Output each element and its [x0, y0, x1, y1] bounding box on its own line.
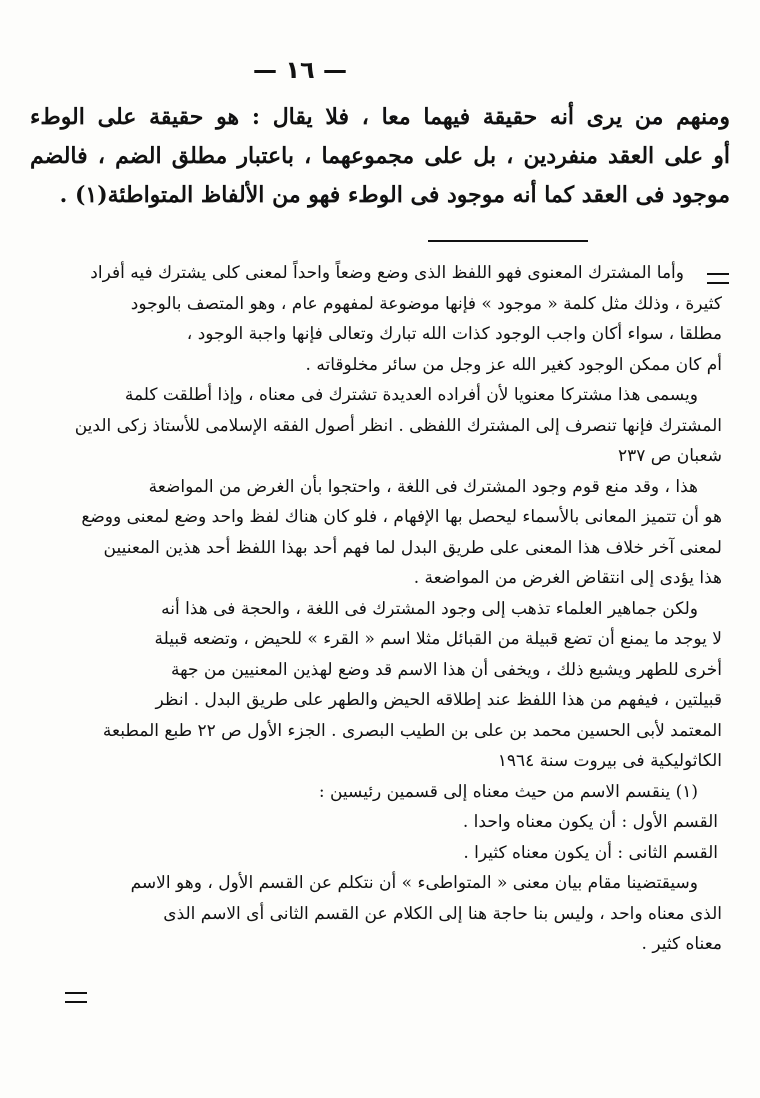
footnote-line: أخرى للطهر ويشيع ذلك ، ويخفى أن هذا الاسم قد وضع لهذين المعنيين من جهة	[171, 659, 722, 680]
footnote-line: لمعنى آخر خلاف هذا المعنى على طريق البدل لما فهم أحد بهذا اللفظ أحد هذين المعنيين	[103, 537, 722, 558]
footnote-line: وأما المشترك المعنوى فهو اللفظ الذى وضع وضعاً واحداً لمعنى كلى يشترك فيه أفراد	[90, 263, 684, 283]
footnote-line: أم كان ممكن الوجود كغير الله عز وجل من سائر مخلوقاته .	[305, 354, 722, 375]
main-text-line: موجود فى العقد كما أنه موجود فى الوطء فهو من الألفاظ المتواطئة(١) .	[59, 182, 730, 208]
footnotes	[40, 258, 722, 960]
footnote-line: شعبان ص ٢٣٧	[617, 446, 722, 466]
page-number: — ١٦ —	[252, 56, 347, 84]
main-text-line: أو على العقد منفردين ، بل على مجموعهما ، باعتبار مطلق الضم ، فالضم	[30, 143, 730, 169]
footnote-line: هذا ، وقد منع قوم وجود المشترك فى اللغة ، واحتجوا بأن الغرض من المواضعة	[148, 476, 698, 497]
footnote-line: القسم الثانى : أن يكون معناه كثيرا .	[463, 842, 718, 863]
footnote-line: المعتمد لأبى الحسين محمد بن على بن الطيب البصرى . الجزء الأول ص ٢٢ طبع المطبعة	[102, 720, 722, 741]
footnote-line: معناه كثير .	[641, 934, 722, 954]
footnote-divider	[428, 240, 588, 242]
footnote-line: ولكن جماهير العلماء تذهب إلى وجود المشترك فى اللغة ، والحجة فى هذا أنه	[161, 598, 698, 619]
footnote-line: مطلقا ، سواء أكان واجب الوجود كذات الله تبارك وتعالى فإنها واجبة الوجود ،	[186, 324, 722, 344]
end-mark	[65, 992, 87, 1003]
footnote-line: (١) ينقسم الاسم من حيث معناه إلى قسمين رئيسين :	[318, 781, 698, 802]
footnote-line: ويسمى هذا مشتركا معنويا لأن أفراده العديدة تشترك فى معناه ، وإذا أطلقت كلمة	[124, 385, 698, 405]
footnote-line: المشترك فإنها تنصرف إلى المشترك اللفظى . انظر أصول الفقه الإسلامى للأستاذ زكى الدين	[74, 415, 722, 436]
footnote-line: القسم الأول : أن يكون معناه واحدا .	[462, 812, 718, 832]
footnote-line: هذا يؤدى إلى انتقاض الغرض من المواضعة .	[413, 568, 722, 588]
footnote-line: الكاثوليكية فى بيروت سنة ١٩٦٤	[497, 751, 722, 771]
footnote-line: هو أن تتميز المعانى بالأسماء ليحصل بها الإفهام ، فلو كان هناك لفظ واحد وضع لمعنى ووضع	[81, 507, 722, 527]
footnote-line: كثيرة ، وذلك مثل كلمة « موجود » فإنها موضوعة لمفهوم عام ، وهو المتصف بالوجود	[130, 293, 722, 314]
main-text	[30, 98, 730, 215]
footnote-line: لا يوجد ما يمنع أن تضع قبيلة من القبائل مثلا اسم « القرء » للحيض ، وتضعه قبيلة	[154, 629, 722, 649]
footnote-line: قبيلتين ، فيفهم من هذا اللفظ عند إطلاقه الحيض والطهر على طريق البدل . انظر	[155, 690, 722, 710]
footnote-line: الذى معناه واحد ، وليس بنا حاجة هنا إلى الكلام عن القسم الثانى أى الاسم الذى	[163, 903, 722, 924]
footnote-line: وسيقتضينا مقام بيان معنى « المتواطىء » أن نتكلم عن القسم الأول ، وهو الاسم	[130, 873, 698, 893]
main-text-line: ومنهم من يرى أنه حقيقة فيهما معا ، فلا يقال : هو حقيقة على الوطء	[30, 104, 730, 130]
